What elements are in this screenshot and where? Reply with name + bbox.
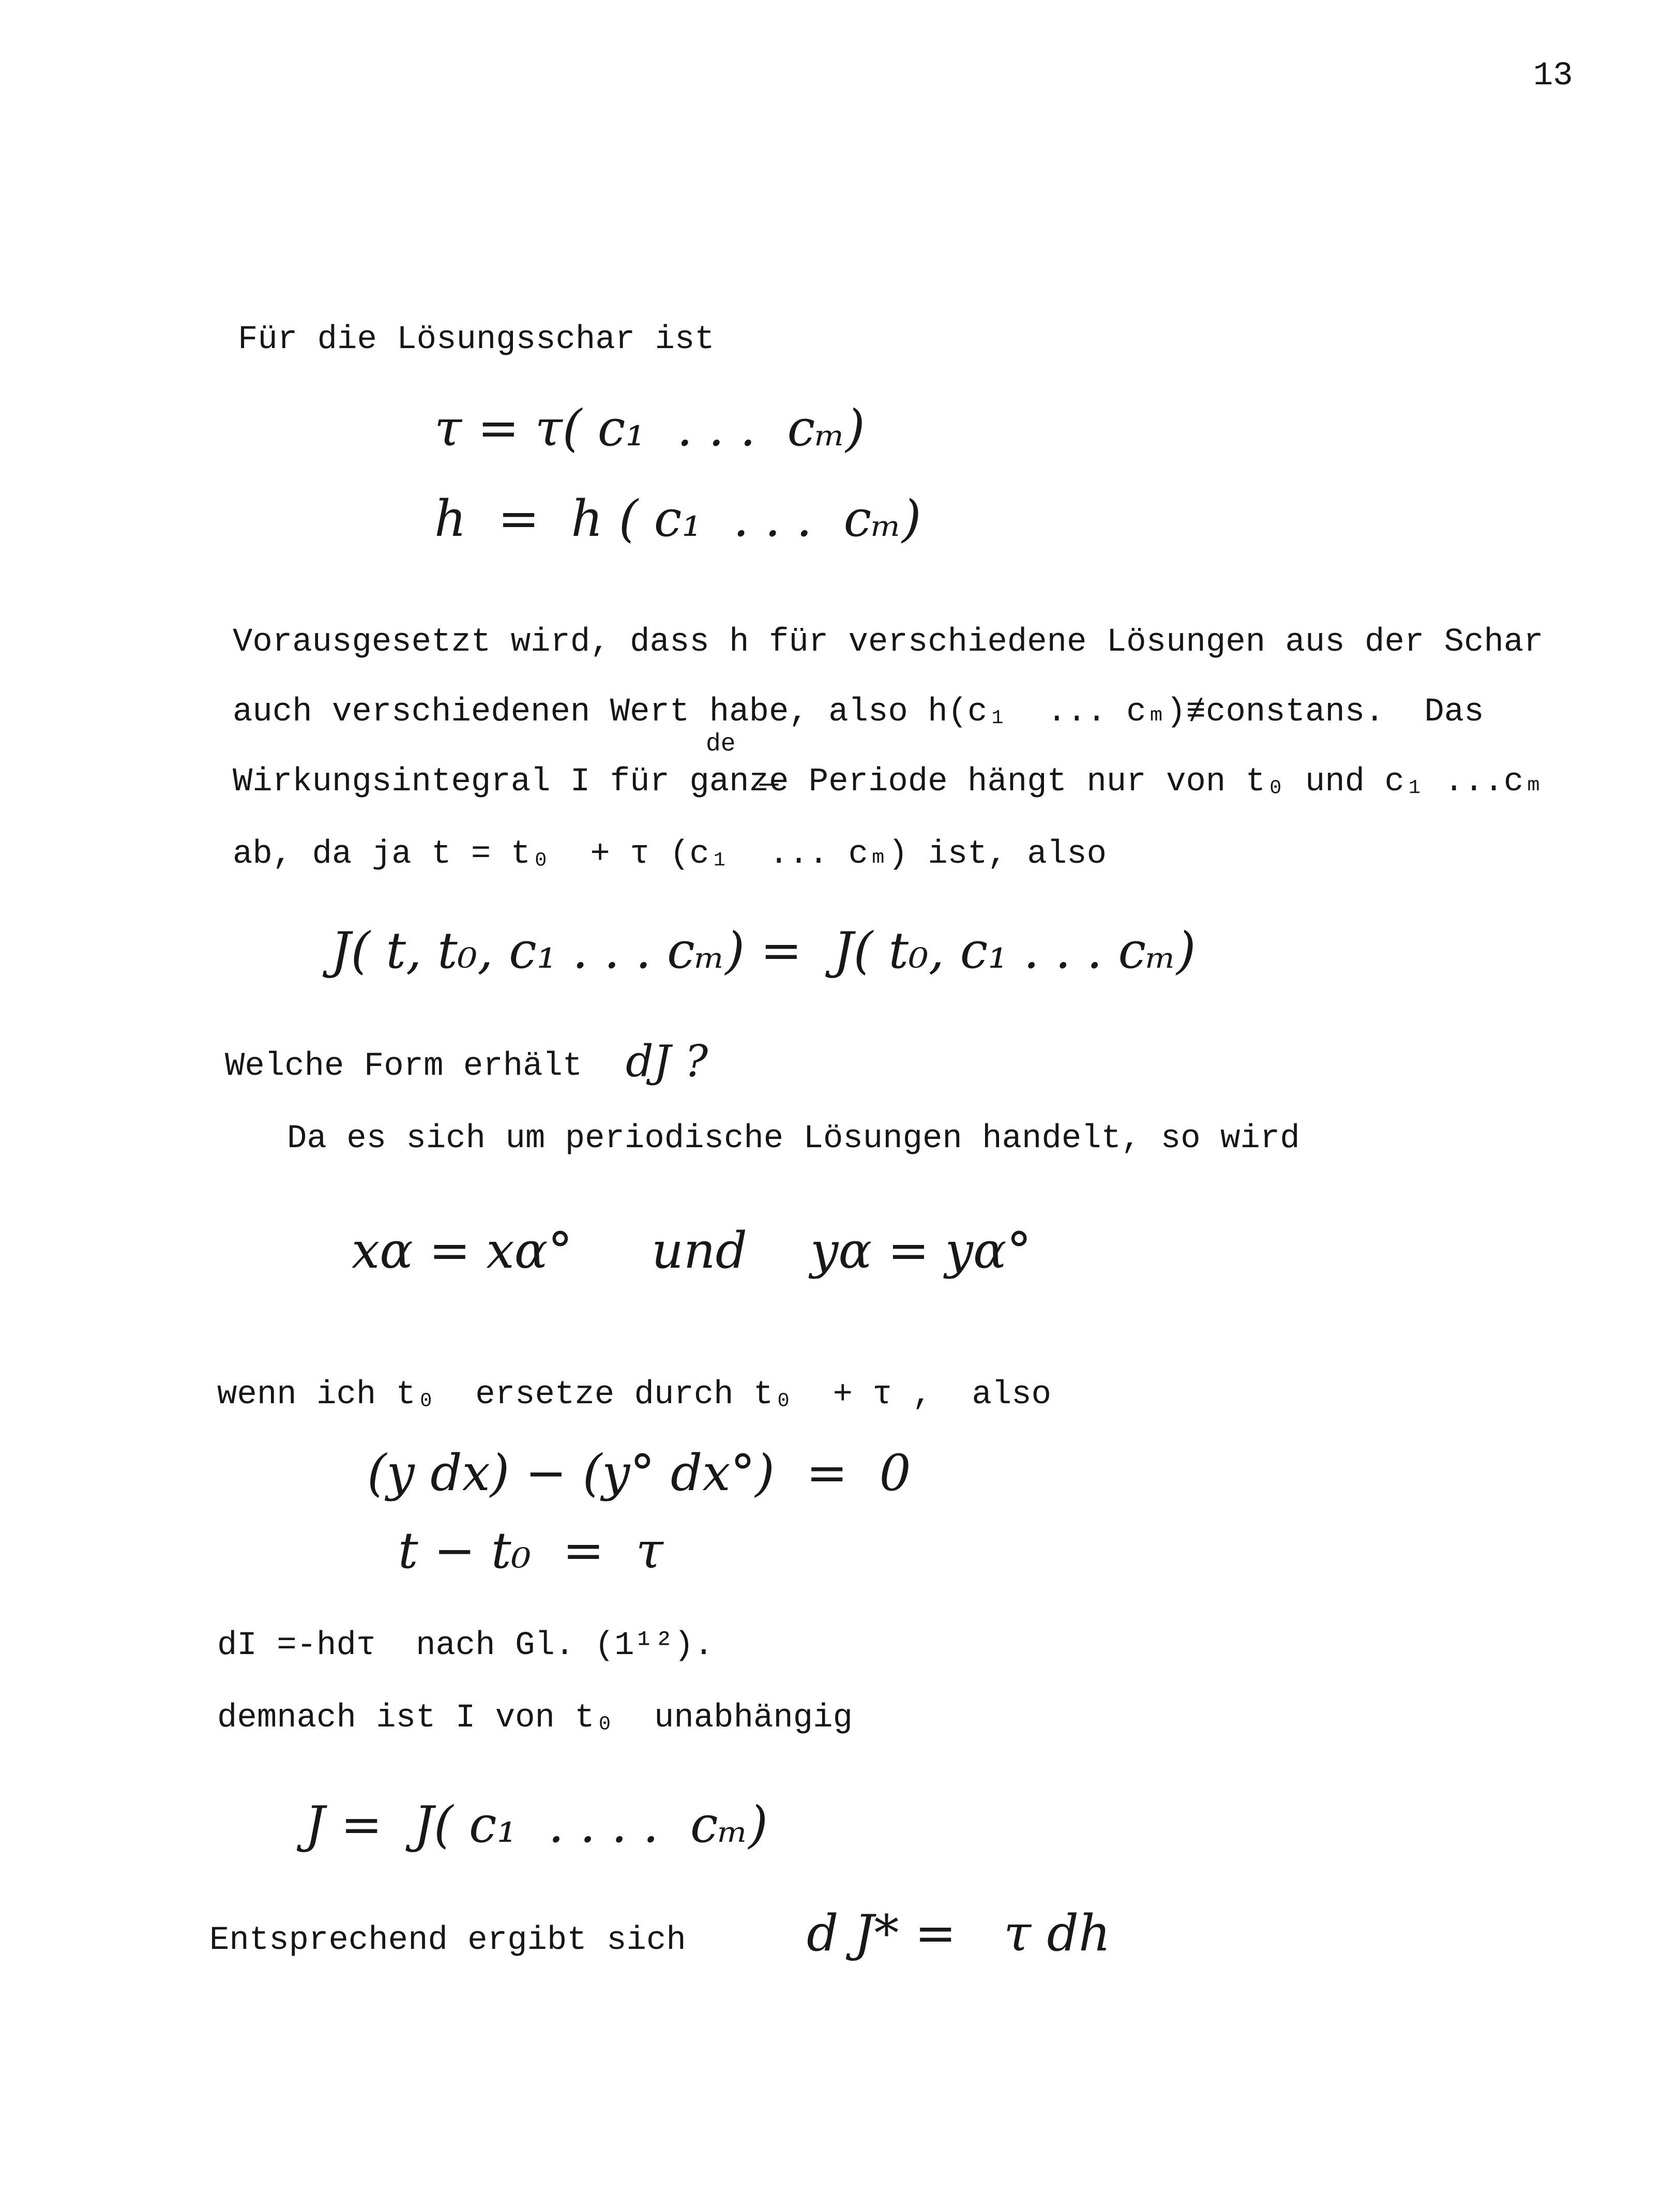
text-line-replace: wenn ich t₀ ersetze durch t₀ + τ , also bbox=[217, 1376, 1052, 1414]
text-line-dI: dI =-hdτ nach Gl. (1¹²). bbox=[217, 1627, 714, 1664]
text-line-intro: Für die Lösungsschar ist bbox=[238, 321, 715, 358]
text-line-periodic: Da es sich um periodische Lösungen handelt, so wird bbox=[287, 1120, 1300, 1158]
text-line-assumption-4: ab, da ja t = t₀ + τ (c₁ ... cₘ) ist, also bbox=[233, 836, 1107, 873]
equation-h: h = h ( c₁ . . . cₘ) bbox=[434, 490, 921, 548]
equation-differential: (y dx) − (y° dx°) = 0 bbox=[367, 1444, 911, 1502]
handwritten-insertion: de bbox=[706, 730, 736, 758]
equation-tau: τ = τ( c₁ . . . cₘ) bbox=[434, 399, 865, 457]
text-line-independent: demnach ist I von t₀ unabhängig bbox=[217, 1700, 853, 1737]
question-math: dJ ? bbox=[626, 1036, 708, 1087]
text-line-assumption-2: auch verschiedenen Wert habe, also h(c₁ ... cₘ)≢constans. Das bbox=[233, 694, 1484, 731]
equation-action-integral: J( t, t₀, c₁ . . . cₘ) = J( t₀, c₁ . . . cₘ) bbox=[331, 922, 1196, 980]
text-line-assumption-3: Wirkungsintegral I für ganz̶e Periode hängt nur von t₀ und c₁ ...cₘ bbox=[233, 763, 1543, 801]
page-number: 13 bbox=[1533, 57, 1573, 95]
equation-J: J = J( c₁ . . . . cₘ) bbox=[305, 1796, 768, 1854]
equation-periodicity: xα = xα° und yα = yα° bbox=[352, 1222, 1032, 1280]
text-line-assumption-1: Vorausgesetzt wird, dass h für verschiedene Lösungen aus der Schar bbox=[233, 624, 1543, 661]
text-line-accordingly: Entsprechend ergibt sich bbox=[209, 1922, 686, 1959]
question-line: Welche Form erhält bbox=[225, 1048, 583, 1085]
equation-period: t − t₀ = τ bbox=[398, 1522, 663, 1580]
equation-dJ-star: d J* = τ dh bbox=[807, 1904, 1111, 1962]
